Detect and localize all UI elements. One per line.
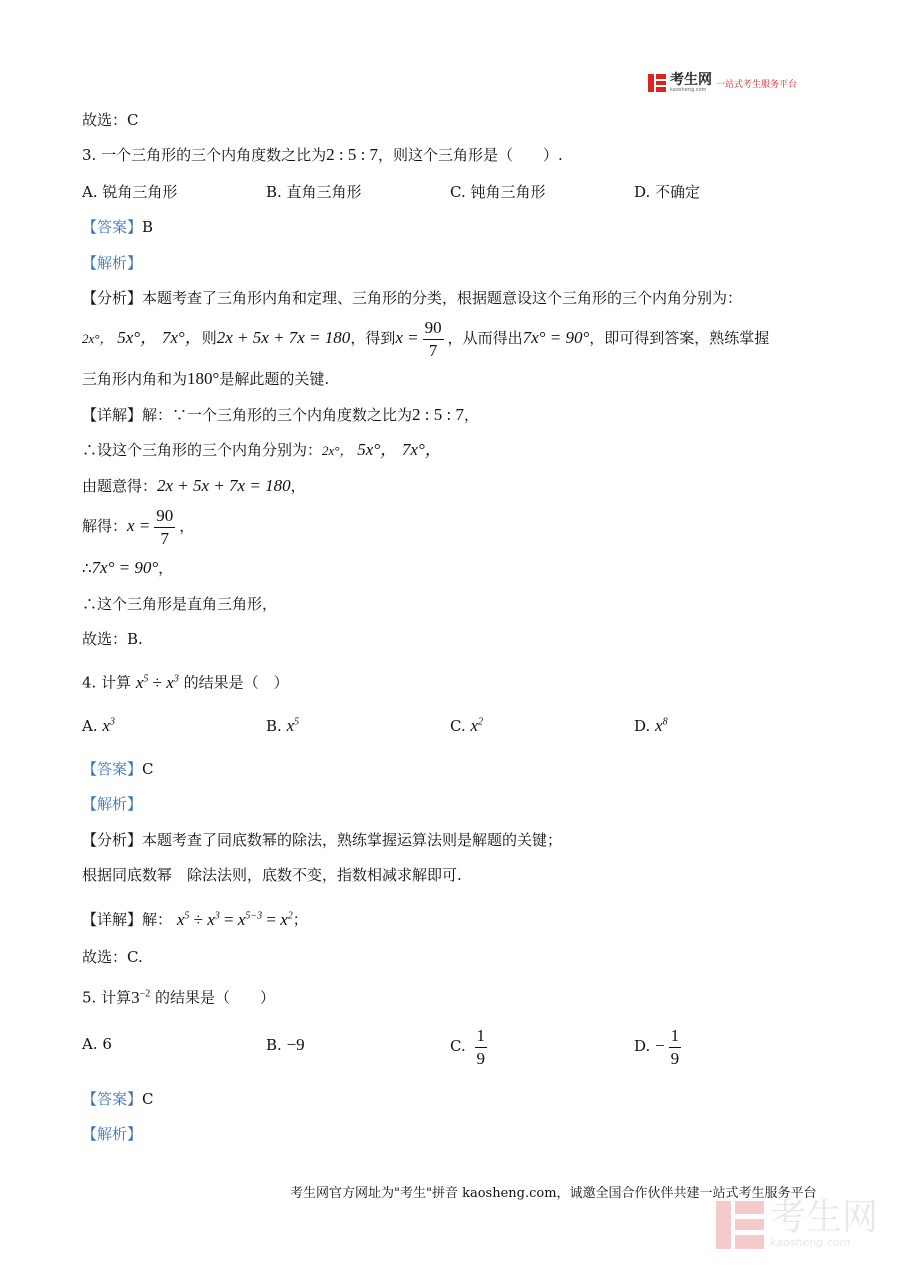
- q4-answer-value: C: [142, 760, 154, 778]
- q4-option-c: C. $x^2$: [450, 716, 484, 735]
- q3-ratio: 2 : 5 : 7: [326, 145, 379, 164]
- footer-text: 考生网官方网址为"考生"拼音 kaosheng.com，诚邀全国合作伙伴共建一站式考生服务平台: [290, 1186, 817, 1201]
- q4-expression: $x^5 \div x^3$: [135, 672, 179, 692]
- q5-option-c-fraction: [475, 1025, 488, 1070]
- q3-angle-5x: 5x°，: [117, 328, 158, 347]
- q5-option-d-label: D.: [634, 1037, 651, 1055]
- q3-text-dedao: ，得到: [350, 329, 396, 347]
- fenxi-tag: 【分析】: [82, 831, 143, 849]
- q3-step1-5x: 5x°，: [357, 440, 398, 459]
- answer-tag: 【答案】: [82, 218, 143, 236]
- answer-tag: 【答案】: [82, 1090, 143, 1108]
- q5-stem-text: 5. 计算: [82, 988, 132, 1007]
- q4-option-d: D. $x^8$: [634, 716, 668, 735]
- q3-text-sum: 三角形内角和为: [82, 370, 188, 388]
- therefore-symbol: ∴: [82, 559, 92, 577]
- watermark-text: 考生网: [770, 1197, 879, 1238]
- q4-option-d-exp: 8: [662, 716, 668, 728]
- q3-fenxi: [82, 287, 742, 309]
- q3-xiangjie: [82, 404, 479, 426]
- q3-x-equals: x =: [395, 328, 419, 347]
- q4-option-b: B. $x^5$: [266, 716, 300, 735]
- q4-option-a: A. $x^3$: [82, 716, 115, 735]
- brand-slogan: 一站式考生服务平台: [716, 79, 798, 90]
- q5-answer-value: C: [142, 1090, 154, 1108]
- q4-fenxi-text: 本题考查了同底数幂的除法，熟练掌握运算法则是解题的关键；: [142, 831, 563, 849]
- q3-option-c: C. 钝角三角形: [450, 183, 546, 201]
- q3-xiangjie-text: 解：∵一个三角形的三个内角度数之比为: [142, 406, 413, 424]
- q3-step2-text: 由题意得：: [82, 477, 158, 495]
- q4-fenxi-line2: 根据同底数幂 除法法则，底数不变，指数相减求解即可.: [82, 866, 462, 884]
- q4-answer: [82, 758, 154, 780]
- q3-step1: [82, 439, 442, 462]
- brand-logo-icon: [648, 74, 666, 92]
- fraction-denominator: 7: [160, 528, 170, 548]
- q3-step1-text: ∴设这个三角形的三个内角分别为：: [82, 441, 323, 459]
- watermark: [716, 1197, 879, 1249]
- q3-step3-fraction: [154, 505, 175, 550]
- prev-choose: 故选：C: [82, 111, 139, 129]
- q3-step3-text: 解得：: [82, 517, 128, 535]
- q5-option-d-sign: −: [655, 1036, 665, 1055]
- q3-text-key: 是解此题的关键.: [219, 370, 330, 388]
- q3-step1-7x: 7x°，: [401, 440, 442, 459]
- q3-answer: [82, 216, 153, 238]
- q5-stem: [82, 983, 275, 1009]
- fraction-numerator: 90: [423, 317, 444, 340]
- fraction-numerator: 1: [475, 1025, 488, 1048]
- q4-option-d-label: D.: [634, 717, 651, 735]
- q3-option-d: D. 不确定: [634, 183, 701, 201]
- fraction-denominator: 7: [428, 340, 438, 360]
- fraction-denominator: 9: [476, 1048, 485, 1068]
- q4-xiangjie-text: 解：: [142, 910, 173, 929]
- q3-fenxi-line3: [82, 368, 329, 390]
- q5-option-b-label: B.: [266, 1036, 282, 1054]
- q5-answer: [82, 1088, 154, 1110]
- q5-option-a: A. 6: [82, 1035, 112, 1053]
- q4-option-b-exp: 5: [294, 716, 300, 728]
- q5-analysis-tag: 【解析】: [82, 1125, 143, 1143]
- q3-step4-eq: 7x° = 90°: [91, 558, 159, 577]
- q3-step2: [82, 475, 306, 497]
- q4-choose: 故选：C.: [82, 948, 143, 966]
- q4-stem: [82, 668, 289, 694]
- q3-stem-end: ，则这个三角形是（ ）.: [378, 146, 563, 164]
- q4-option-c-label: C.: [450, 717, 466, 735]
- header-logo: [648, 73, 797, 93]
- fraction-numerator: 90: [154, 505, 175, 528]
- q3-stem-text: 3. 一个三角形的三个内角度数之比为: [82, 146, 327, 164]
- q3-option-b: B. 直角三角形: [266, 183, 362, 201]
- q3-angle-2x: 2x°，: [82, 331, 113, 346]
- q4-xiangjie-expr: $x^5 \div x^3 = x^{5-3} = x^2$: [176, 909, 293, 929]
- q3-xiangjie-comma: ，: [463, 406, 479, 424]
- xiangjie-tag: 【详解】: [82, 910, 143, 929]
- q3-fraction: [423, 317, 444, 362]
- q3-choose: 故选：B.: [82, 630, 143, 648]
- q3-text-ze: 则: [201, 329, 217, 347]
- fraction-numerator: 1: [669, 1025, 682, 1048]
- q3-option-a: A. 锐角三角形: [82, 183, 178, 201]
- q3-answer-value: B: [142, 218, 154, 236]
- xiangjie-tag: 【详解】: [82, 406, 143, 424]
- q3-step3-x: x =: [127, 516, 151, 535]
- watermark-domain: kaosheng.com: [770, 1236, 851, 1249]
- watermark-logo-icon: [716, 1201, 764, 1249]
- q4-stem-text: 4. 计算: [82, 673, 132, 692]
- q5-stem-end: 的结果是（ ）: [155, 988, 276, 1007]
- q3-step3: [82, 502, 194, 550]
- answer-tag: 【答案】: [82, 760, 143, 778]
- q3-stem: [82, 144, 563, 166]
- q4-option-c-exp: 2: [478, 716, 484, 728]
- q3-analysis-tag: 【解析】: [82, 254, 143, 272]
- q4-option-a-label: A.: [82, 717, 98, 735]
- q3-xiangjie-ratio: 2 : 5 : 7: [412, 405, 464, 424]
- q3-180: 180°: [187, 369, 220, 388]
- q4-option-a-exp: 3: [109, 716, 115, 728]
- q4-fenxi: [82, 829, 562, 851]
- q5-option-b: [266, 1035, 305, 1055]
- fenxi-tag: 【分析】: [82, 289, 143, 307]
- q4-option-b-label: B.: [266, 717, 282, 735]
- q3-step2-comma: ，: [290, 477, 306, 495]
- fraction-denominator: 9: [670, 1048, 680, 1068]
- q3-fenxi-line2: [82, 314, 769, 363]
- q3-step4-comma: ，: [158, 559, 174, 577]
- q5-option-c: [450, 1022, 491, 1070]
- q3-step5: ∴这个三角形是直角三角形，: [82, 595, 278, 613]
- q3-fenxi-text: 本题考查了三角形内角和定理、三角形的分类，根据题意设这个三角形的三个内角分别为：: [142, 289, 743, 307]
- q3-text-congerdechu: ，从而得出: [447, 329, 523, 347]
- q5-option-d: [634, 1022, 685, 1070]
- q4-analysis-tag: 【解析】: [82, 795, 143, 813]
- q3-step1-2x: 2x°，: [322, 443, 353, 458]
- brand-domain: kaosheng.com: [670, 87, 707, 93]
- q3-step2-eq: 2x + 5x + 7x = 180: [157, 476, 291, 495]
- q3-result: 7x° = 90°: [522, 328, 590, 347]
- q3-text-tail: ，即可得到答案，熟练掌握: [589, 329, 770, 347]
- q5-expression: $3^{-2}$: [131, 987, 151, 1007]
- q4-stem-end: 的结果是（ ）: [183, 673, 289, 692]
- q3-angle-7x: 7x°，: [161, 328, 202, 347]
- q3-equation: 2x + 5x + 7x = 180: [216, 328, 351, 347]
- q5-option-c-label: C.: [450, 1037, 466, 1055]
- q5-option-b-value: −9: [286, 1035, 305, 1054]
- brand-name: 考生网: [670, 72, 712, 88]
- q4-xiangjie-end: ；: [292, 910, 308, 929]
- q3-step4: [82, 557, 173, 579]
- q4-xiangjie: [82, 905, 308, 931]
- q5-option-d-fraction: [669, 1025, 682, 1070]
- q3-step3-comma: ，: [179, 517, 195, 535]
